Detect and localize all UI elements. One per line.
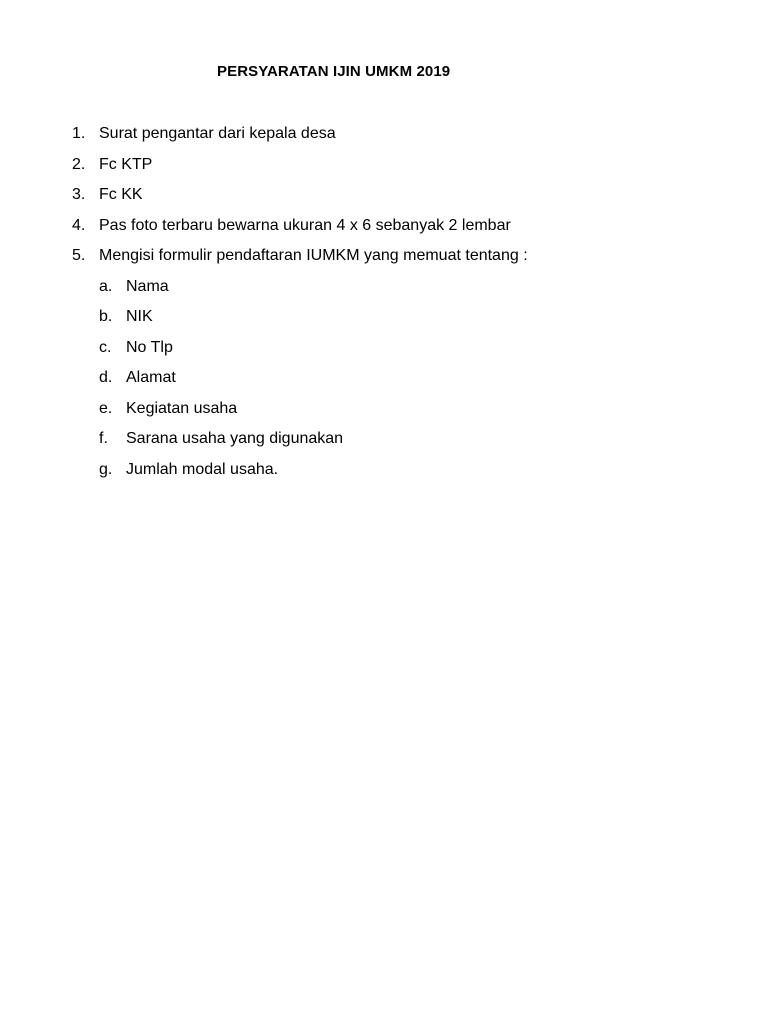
sub-list-item [99,399,599,419]
list-item [72,185,672,205]
sub-list-item-letter: e. [99,400,113,417]
list-item-text: Mengisi formulir pendaftaran IUMKM yang memuat tentang : [99,247,528,264]
document-title: PERSYARATAN IJIN UMKM 2019 [217,63,451,80]
sub-list-item [99,429,599,449]
sub-list-item-text: NIK [126,308,153,325]
list-item [72,246,672,266]
sub-list-item [99,307,599,327]
sub-list-item [99,460,599,480]
list-item [72,124,672,144]
sub-list-item [99,277,599,297]
list-item-number: 4. [72,217,86,234]
sub-list-item-letter: g. [99,461,113,478]
list-item-number: 2. [72,156,86,173]
sub-list-item [99,338,599,358]
sub-list-item-text: Nama [126,278,169,295]
list-item-text: Fc KTP [99,156,153,173]
sub-list-item-text: Jumlah modal usaha. [126,461,279,478]
sub-list-item-letter: b. [99,308,113,325]
sub-list-item-letter: f. [99,430,108,447]
list-item-number: 3. [72,186,86,203]
sub-list-item-text: Alamat [126,369,176,386]
sub-list-item [99,368,599,388]
sub-list-item-text: Kegiatan usaha [126,400,238,417]
list-item-text: Surat pengantar dari kepala desa [99,125,336,142]
list-item-text: Fc KK [99,186,143,203]
sub-list-item-text: No Tlp [126,339,173,356]
list-item-number: 5. [72,247,86,264]
sub-list-item-letter: d. [99,369,113,386]
list-item-text: Pas foto terbaru bewarna ukuran 4 x 6 sebanyak 2 lembar [99,217,511,234]
sub-list-item-text: Sarana usaha yang digunakan [126,430,344,447]
list-item-number: 1. [72,125,86,142]
sub-list-item-letter: a. [99,278,113,295]
sub-list-item-letter: c. [99,339,112,356]
list-item [72,216,672,236]
list-item [72,155,672,175]
